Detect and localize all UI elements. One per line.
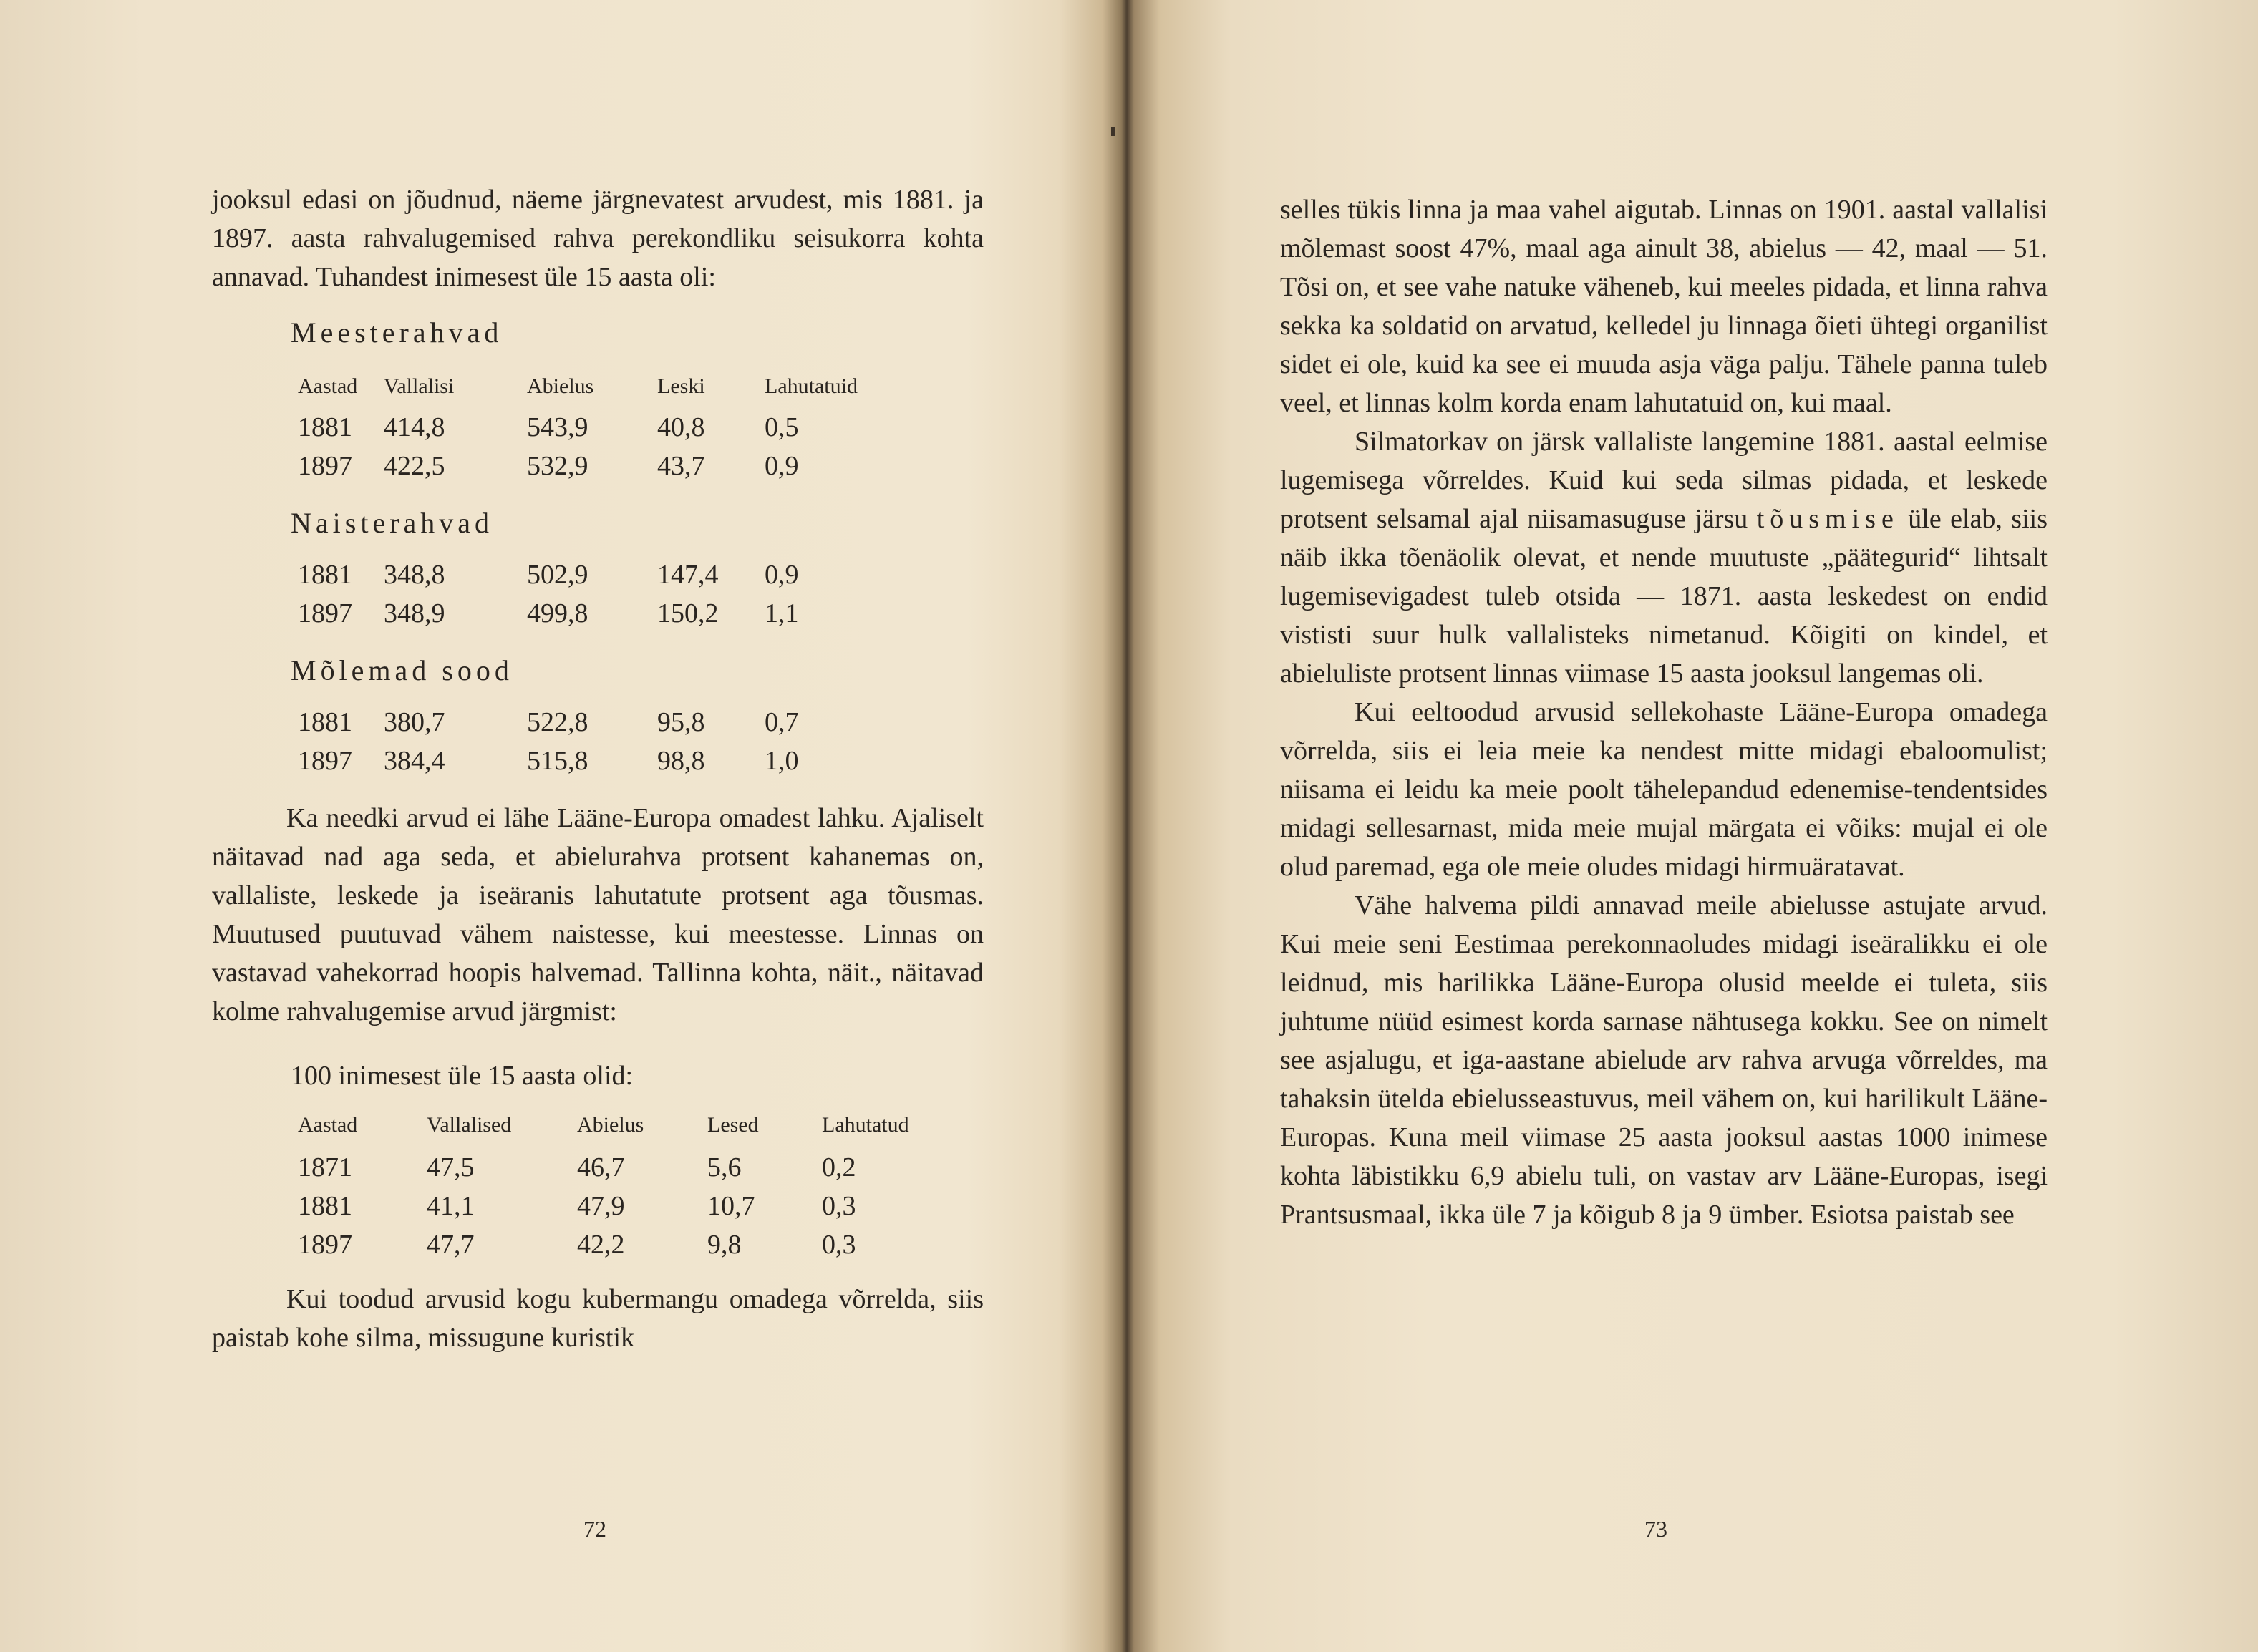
table-cell: 95,8 bbox=[657, 707, 705, 737]
table-1-col-header: Leski bbox=[657, 374, 705, 398]
table-cell: 0,9 bbox=[765, 560, 799, 590]
table-2-col-header: Vallalised bbox=[427, 1113, 512, 1137]
table-cell: 384,4 bbox=[384, 746, 445, 776]
right-paragraph-2-spaced-word: tõusmise bbox=[1756, 504, 1899, 534]
table-cell: 0,3 bbox=[822, 1191, 856, 1221]
table-cell: 0,9 bbox=[765, 451, 799, 481]
table-2-col-header: Lahutatud bbox=[822, 1113, 909, 1137]
table-cell: 147,4 bbox=[657, 560, 719, 590]
table-cell: 499,8 bbox=[527, 598, 588, 628]
table-cell: 46,7 bbox=[577, 1152, 625, 1182]
table-cell: 1,0 bbox=[765, 746, 799, 776]
table-1-men bbox=[291, 365, 893, 485]
table-cell: 0,7 bbox=[765, 707, 799, 737]
left-page bbox=[0, 0, 1117, 1652]
table-cell: 0,2 bbox=[822, 1152, 856, 1182]
table-cell: 348,9 bbox=[384, 598, 445, 628]
right-paragraph-4: Vähe halvema pildi annavad meile abielusse astujate arvud. Kui meie seni Eestimaa perekonnaoludes midagi iseäralikku ei ole leidnud, mis harilikka Lääne-Europa olusid meelde ei tuleta, siis juhtume nüüd esimest korda sarnase nähtusega kokku. See on nimelt see asjalugu, et iga-aastane abielude arv rahva arvuga võrreldes, ma tahaksin ütelda ebielusseastuvus, meil vähem on, kui harilikult Lääne-Europas. Kuna meil viimase 25 aasta jooksul aastas 1000 inimese kohta läbistikku 6,9 abielu tuli, on vastav arv Lääne-Europas, isegi Prantsusmaal, ikka üle 7 ja kõigub 8 ja 9 ümber. Esiotsa paistab see bbox=[1280, 890, 2048, 1230]
table-cell: 1881 bbox=[298, 412, 352, 442]
table-cell: 0,3 bbox=[822, 1230, 856, 1260]
table-cell: 380,7 bbox=[384, 707, 445, 737]
table-cell: 1871 bbox=[298, 1152, 352, 1182]
right-page-text bbox=[1280, 190, 2048, 1234]
table-cell: 522,8 bbox=[527, 707, 588, 737]
table-cell: 1881 bbox=[298, 707, 352, 737]
table-cell: 1897 bbox=[298, 746, 352, 776]
table-cell: 150,2 bbox=[657, 598, 719, 628]
right-page bbox=[1131, 0, 2258, 1652]
binding-mark bbox=[1111, 127, 1115, 136]
table-1-col-header: Vallalisi bbox=[384, 374, 455, 398]
table-1-col-header: Abielus bbox=[527, 374, 594, 398]
table-row bbox=[291, 555, 893, 594]
table-row bbox=[298, 1148, 958, 1187]
table-cell: 348,8 bbox=[384, 560, 445, 590]
table-row bbox=[298, 1225, 958, 1264]
table-row bbox=[291, 408, 893, 447]
right-paragraph-3: Kui eeltoodud arvusid sellekohaste Lääne-Europa omadega võrrelda, siis ei leia meie ka nendest mitte midagi ebaloomulist; niisama ei leidu ka meie poolt tähelepandud edenemise-tendentsides midagi sellesarnast, mida meie mujal märgata ei võiks: mujal ei ole olud paremad, ega ole meie oludes midagi hirmuäratavat. bbox=[1280, 697, 2048, 882]
table-2-col-header: Abielus bbox=[577, 1113, 644, 1137]
table-cell: 98,8 bbox=[657, 746, 705, 776]
table-cell: 1881 bbox=[298, 1191, 352, 1221]
table-1-group-women-title: Naisterahvad bbox=[291, 507, 494, 539]
table-2-col-header: Lesed bbox=[707, 1113, 759, 1137]
table-row bbox=[291, 447, 893, 485]
right-paragraph-2-part-a: Silmatorkav on järsk vallaliste langemine 1881. aastal eelmise lugemisega võrreldes. Kuid kui seda silmas pidada, et leskede protsent selsamal ajal niisamasuguse järsu bbox=[1280, 427, 2048, 534]
table-2-tallinn bbox=[298, 1102, 958, 1264]
left-page-text bbox=[212, 180, 984, 1357]
table-cell: 0,5 bbox=[765, 412, 799, 442]
table-cell: 1881 bbox=[298, 560, 352, 590]
table-cell: 47,7 bbox=[427, 1230, 475, 1260]
table-row bbox=[291, 742, 893, 780]
right-paragraph-2 bbox=[1280, 422, 2048, 693]
page-number-left: 72 bbox=[583, 1516, 606, 1542]
table-1-col-header: Lahutatuid bbox=[765, 374, 858, 398]
right-paragraph-2-part-b: üle elab, siis näib ikka tõenäolik olevat, et nende muutuste „päätegurid“ lihtsalt lugemisevigadest tuleb otsida — 1871. aasta leskedest on endid vististi suur hulk vallalisteks nimetanud. Kõigiti on kindel, et abieluliste protsent linnas viimase 15 aasta jooksul langemas oli. bbox=[1280, 504, 2048, 689]
table-row bbox=[291, 703, 893, 742]
table-row bbox=[291, 594, 893, 633]
table-1-both bbox=[291, 703, 893, 780]
page-number-right: 73 bbox=[1644, 1516, 1667, 1542]
table-cell: 10,7 bbox=[707, 1191, 755, 1221]
table-cell: 47,9 bbox=[577, 1191, 625, 1221]
table-1-women bbox=[291, 555, 893, 633]
table-cell: 40,8 bbox=[657, 412, 705, 442]
table-cell: 543,9 bbox=[527, 412, 588, 442]
table-cell: 1897 bbox=[298, 451, 352, 481]
left-paragraph-2: Ka needki arvud ei lähe Lääne-Europa omadest lahku. Ajaliselt näitavad nad aga seda, et abielurahva protsent kahanemas on, vallaliste, leskede ja iseäranis lahutatute protsent aga tõusmas. Muutused puutuvad vähem naistesse, kui meestesse. Linnas on vastavad vahekorrad hoopis halvemad. Tallinna kohta, näit., näitavad kolme rahvalugemise arvud järgmist: bbox=[212, 803, 984, 1026]
left-paragraph-3: Kui toodud arvusid kogu kubermangu omadega võrrelda, siis paistab kohe silma, missugune kuristik bbox=[212, 1284, 984, 1353]
table-cell: 532,9 bbox=[527, 451, 588, 481]
table-1-header-row bbox=[291, 365, 893, 408]
left-paragraph-1: jooksul edasi on jõudnud, näeme järgnevatest arvudest, mis 1881. ja 1897. aasta rahvalugemised rahva perekondliku seisukorra kohta annavad. Tuhandest inimesest üle 15 aasta oli: bbox=[212, 185, 984, 292]
table-cell: 414,8 bbox=[384, 412, 445, 442]
table-cell: 9,8 bbox=[707, 1230, 742, 1260]
table-cell: 41,1 bbox=[427, 1191, 475, 1221]
table-2-caption: 100 inimesest üle 15 aasta olid: bbox=[291, 1061, 634, 1091]
table-cell: 1,1 bbox=[765, 598, 799, 628]
table-cell: 42,2 bbox=[577, 1230, 625, 1260]
table-2-header-row bbox=[298, 1102, 958, 1148]
table-2-col-header: Aastad bbox=[298, 1113, 358, 1137]
table-cell: 502,9 bbox=[527, 560, 588, 590]
table-cell: 43,7 bbox=[657, 451, 705, 481]
table-cell: 47,5 bbox=[427, 1152, 475, 1182]
table-cell: 422,5 bbox=[384, 451, 445, 481]
table-row bbox=[298, 1187, 958, 1225]
right-paragraph-1: selles tükis linna ja maa vahel aigutab. Linnas on 1901. aastal vallalisi mõlemast soost 47%, maal aga ainult 38, abielus — 42, maal — 51. Tõsi on, et see vahe natuke väheneb, kui meeles pidada, et linna rahva sekka ka soldatid on arvatud, kelledel ju linnaga õieti ühtegi organilist sidet ei ole, kuid ka see ei muuda asja väga palju. Tähele panna tuleb veel, et linnas kolm korda enam lahutatuid on, kui maal. bbox=[1280, 195, 2048, 418]
table-1-group-both-title: Mõlemad sood bbox=[291, 654, 513, 686]
table-cell: 515,8 bbox=[527, 746, 588, 776]
table-1-group-men-title: Meesterahvad bbox=[291, 316, 503, 349]
table-1-col-header: Aastad bbox=[298, 374, 358, 398]
table-cell: 1897 bbox=[298, 598, 352, 628]
table-cell: 5,6 bbox=[707, 1152, 742, 1182]
table-cell: 1897 bbox=[298, 1230, 352, 1260]
